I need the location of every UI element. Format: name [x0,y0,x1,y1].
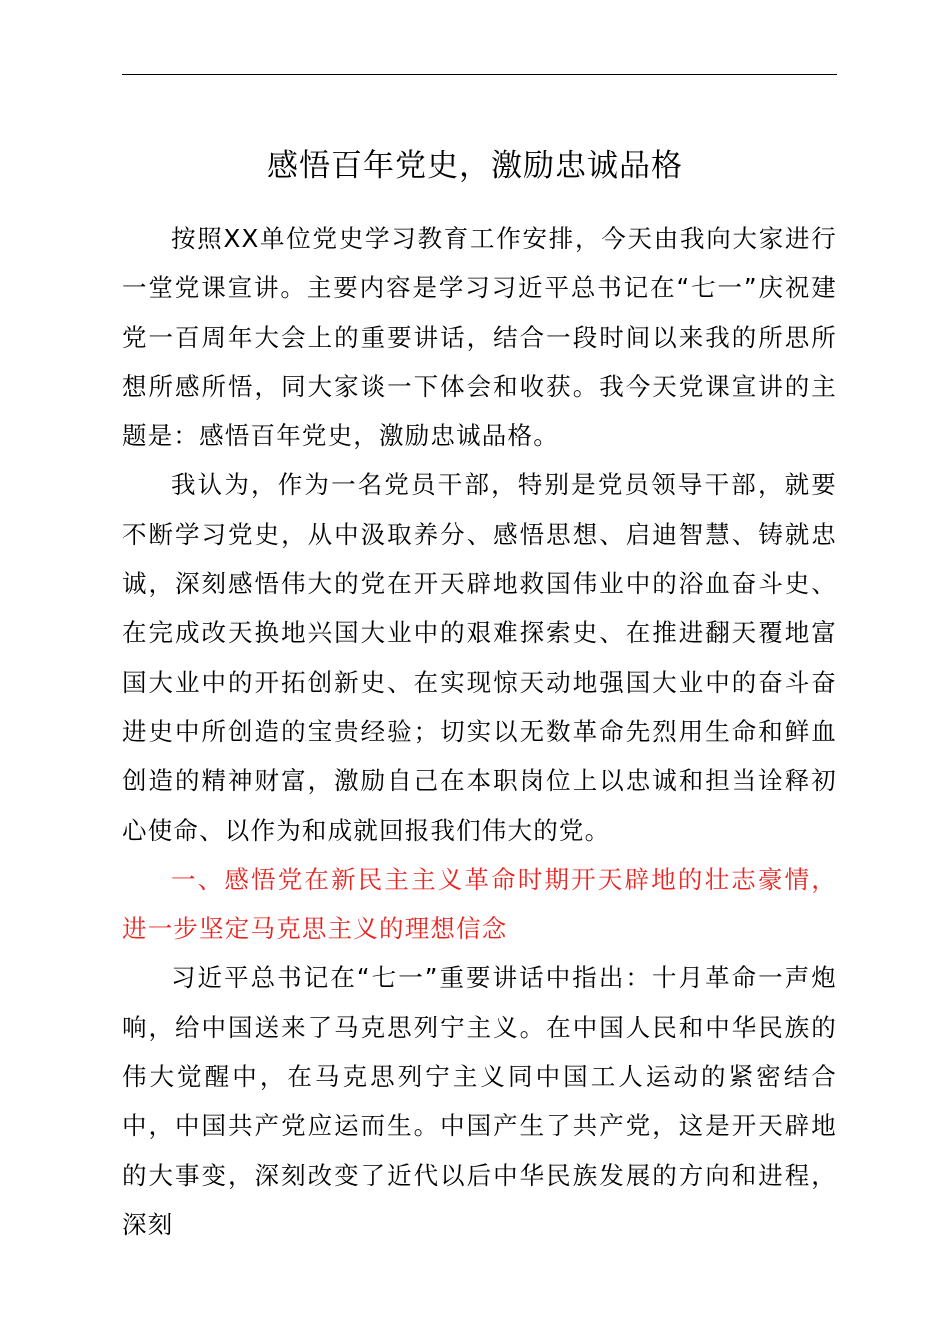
section-heading: 一、感悟党在新民主主义革命时期开天辟地的壮志豪情，进一步坚定马克思主义的理想信念 [122,864,837,944]
section-paragraph: 习近平总书记在“七一”重要讲话中指出：十月革命一声炮响，给中国送来了马克思列宁主义。在中国人民和中华民族的伟大觉醒中，在马克思列宁主义同中国工人运动的紧密结合中，中国共产党应运而生。中国产生了共产党，这是开天辟地的大事变，深刻改变了近代以后中华民族发展的方向和进程，深刻 [122,963,837,1239]
body-paragraph: 我认为，作为一名党员干部，特别是党员领导干部，就要不断学习党史，从中汲取养分、感悟思想、启迪智慧、铸就忠诚，深刻感悟伟大的党在开天辟地救国伟业中的浴血奋斗史、在完成改天换地兴国大业中的艰难探索史、在推进翻天覆地富国大业中的开拓创新史、在实现惊天动地强国大业中的奋斗奋进史中所创造的宝贵经验；切实以无数革命先烈用生命和鲜血创造的精神财富，激励自己在本职岗位上以忠诚和担当诠释初心使命、以作为和成就回报我们伟大的党。 [122,470,837,845]
header-rule [122,74,837,75]
document-body [122,214,837,1249]
intro-paragraph: 按照XX单位党史学习教育工作安排，今天由我向大家进行一堂党课宣讲。主要内容是学习习近平总书记在“七一”庆祝建党一百周年大会上的重要讲话，结合一段时间以来我的所思所想所感所悟，同大家谈一下体会和收获。我今天党课宣讲的主题是：感悟百年党史，激励忠诚品格。 [122,224,837,451]
document-title: 感悟百年党史，激励忠诚品格 [267,148,683,184]
